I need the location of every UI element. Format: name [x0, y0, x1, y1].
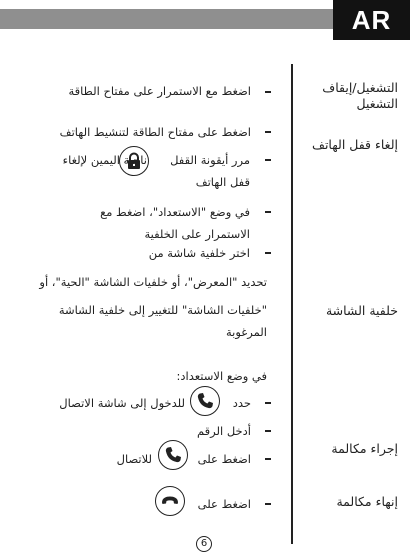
phone-hangup-icon [155, 486, 185, 516]
section-title-wallpaper: خلفية الشاشة [325, 303, 398, 318]
wallpaper-line-3: المرغوبة [225, 325, 267, 339]
make-call-step-1-b: للدخول إلى شاشة الاتصال [59, 396, 185, 410]
unlock-step-1: اضغط على مفتاح الطاقة لتنشيط الهاتف [59, 125, 251, 139]
header-bar [0, 9, 333, 29]
wallpaper-line-1: تحديد "المعرض"، أو خلفيات الشاشة "الحية"، أو [39, 275, 267, 289]
phone-icon [158, 440, 188, 470]
bullet-dash [265, 458, 271, 460]
bullet-dash [265, 252, 271, 254]
make-call-step-3-b: للاتصال [116, 452, 152, 466]
unlock-step-2-c: قفل الهاتف [195, 175, 250, 189]
page-number: 6 [196, 536, 212, 552]
unlock-step-2-a: مرر أيقونة القفل [170, 153, 250, 167]
column-divider [291, 64, 293, 544]
bullet-dash [265, 430, 271, 432]
phone-icon [190, 386, 220, 416]
bullet-dash [265, 159, 271, 161]
end-call-step-1: اضغط على [197, 497, 251, 511]
make-call-intro: في وضع الاستعداد: [176, 369, 267, 383]
language-badge: AR [333, 0, 410, 40]
section-title-unlock: إلغاء قفل الهاتف [312, 137, 398, 152]
section-title-end-call: إنهاء مكالمة [336, 494, 398, 509]
bullet-dash [265, 91, 271, 93]
make-call-step-3-a: اضغط على [197, 452, 251, 466]
unlock-step-2-b: ناحية اليمين لإلغاء [62, 153, 147, 167]
bullet-dash [265, 402, 271, 404]
bullet-dash [265, 131, 271, 133]
power-step-1: اضغط مع الاستمرار على مفتاح الطاقة [68, 84, 251, 98]
wallpaper-line-2: "خلفيات الشاشة" للتغيير إلى خلفية الشاشة [58, 303, 267, 317]
bullet-dash [265, 211, 271, 213]
section-title-make-call: إجراء مكالمة [331, 441, 398, 456]
make-call-step-2: أدخل الرقم [197, 424, 251, 438]
section-title-power: التشغيل/إيقاف التشغيل [322, 80, 398, 111]
wallpaper-step-2: اختر خلفية شاشة من [148, 246, 250, 260]
bullet-dash [265, 503, 271, 505]
wallpaper-step-1-b: الاستمرار على الخلفية [144, 227, 250, 241]
make-call-step-1-a: حدد [232, 396, 251, 410]
wallpaper-step-1-a: في وضع "الاستعداد"، اضغط مع [100, 205, 250, 219]
